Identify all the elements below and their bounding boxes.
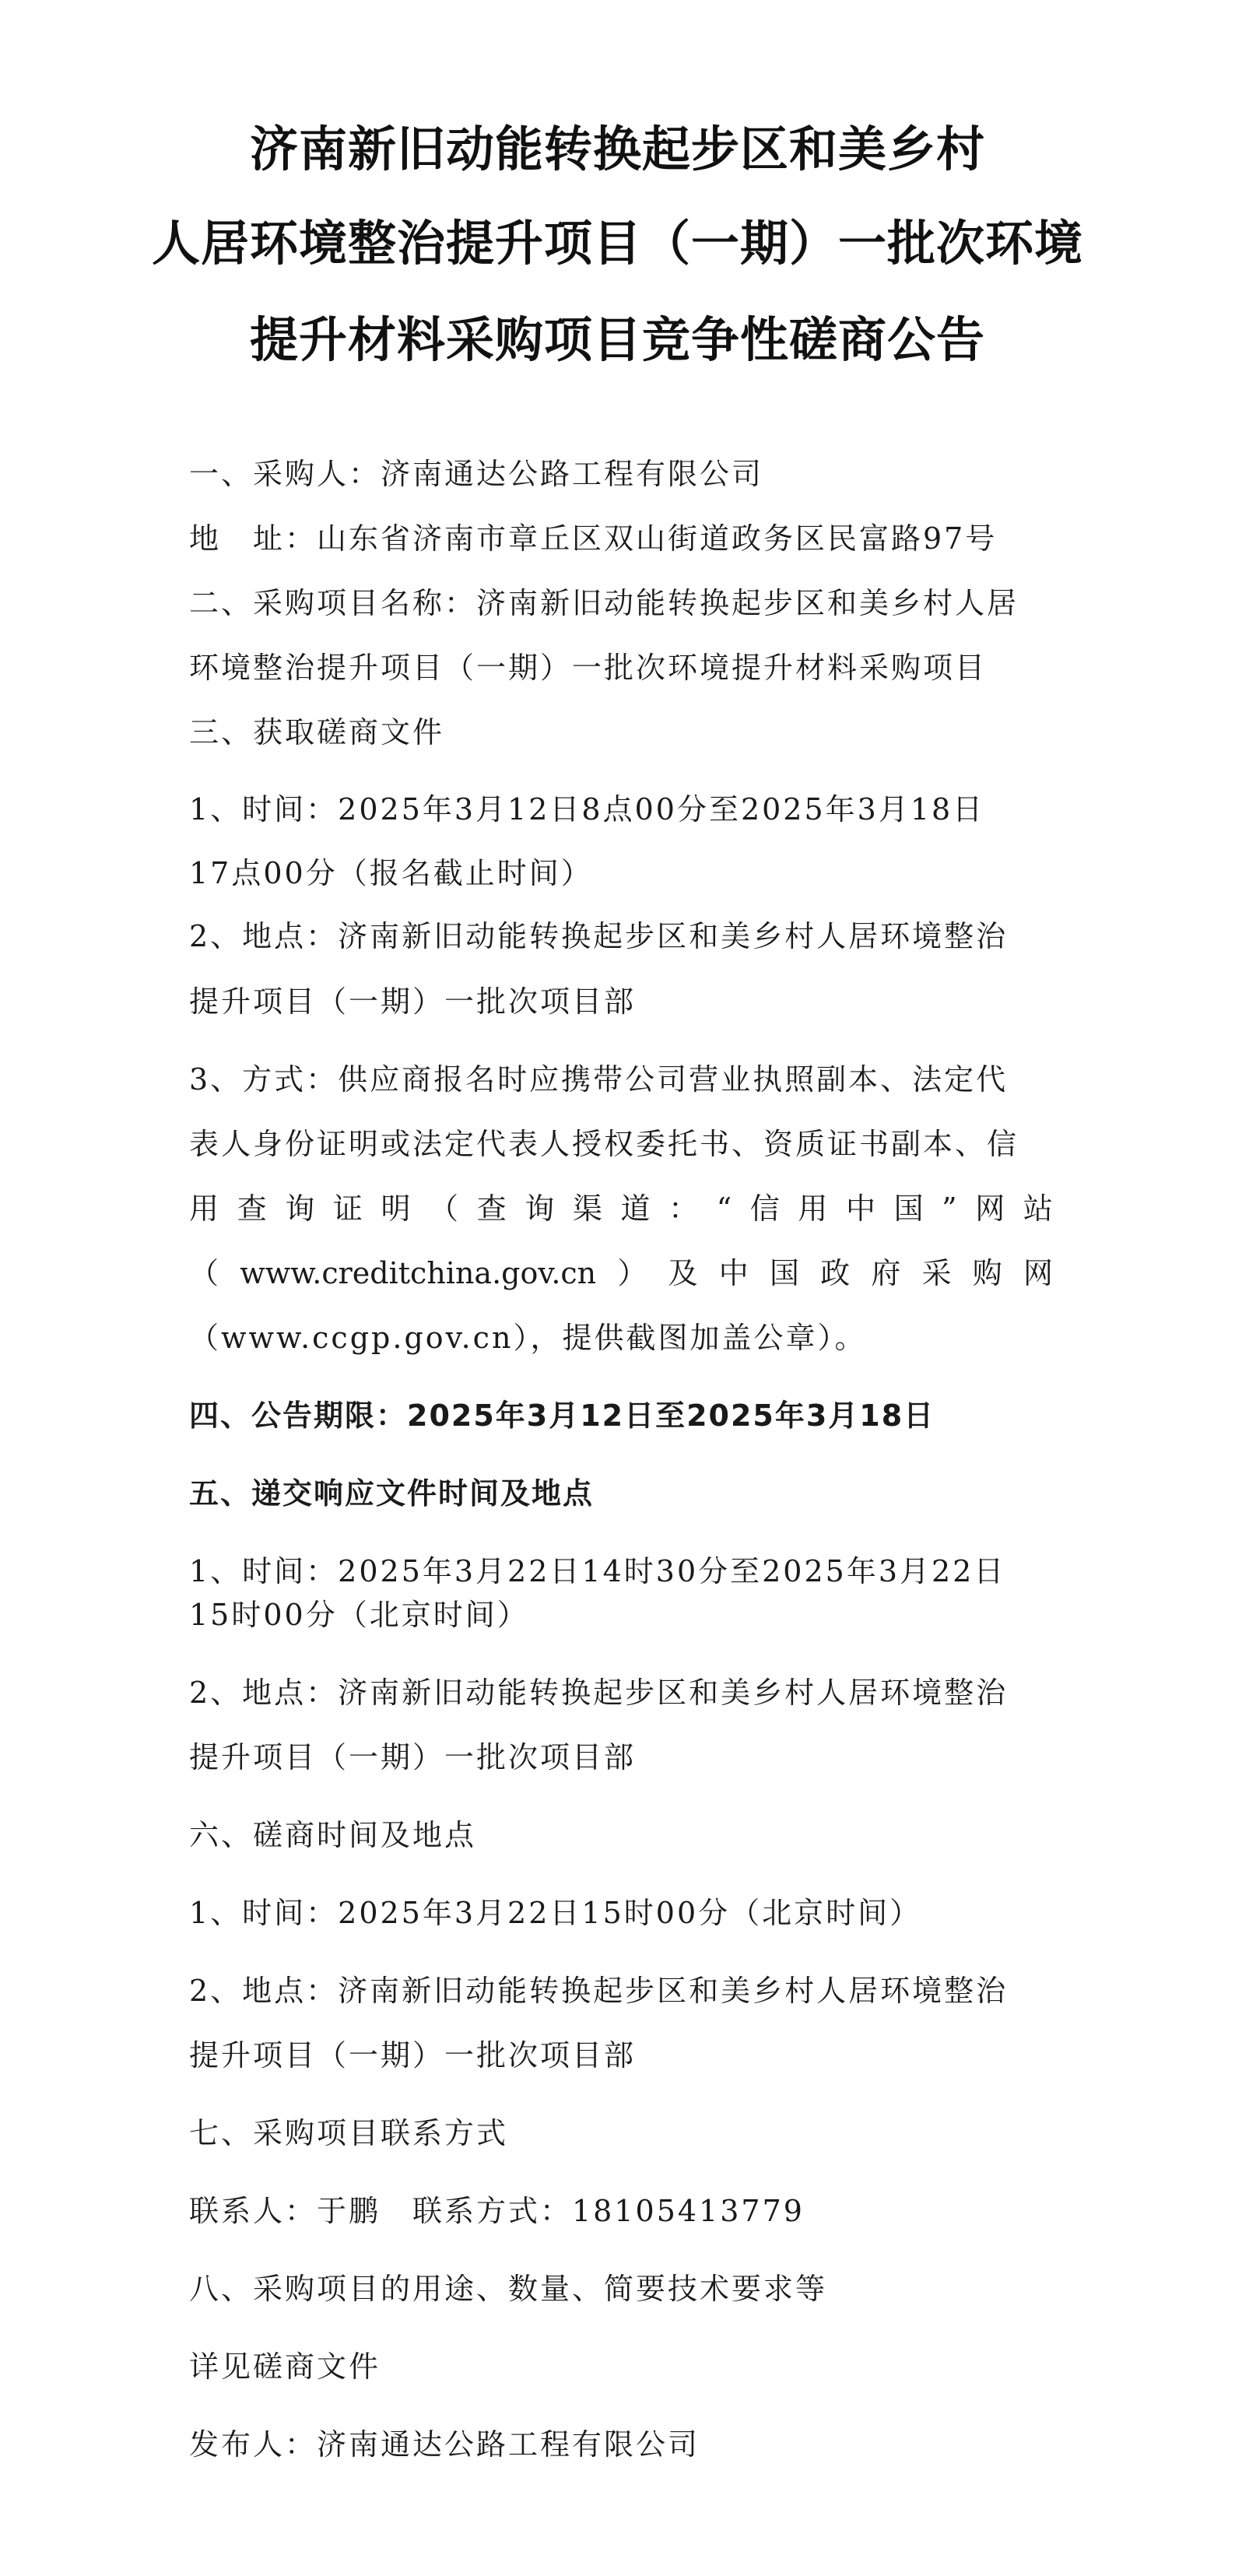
text-token: 用	[798, 1191, 828, 1226]
text-token: 明	[381, 1191, 411, 1226]
section-3-heading: 三、获取磋商文件	[189, 715, 445, 749]
negotiation-place-line-2: 提升项目（一期）一批次项目部	[189, 2038, 637, 2072]
publisher-line: 发布人：济南通达公路工程有限公司	[189, 2427, 700, 2462]
text-token: 国	[769, 1256, 799, 1290]
text-token: 政	[820, 1256, 851, 1290]
text-token: www.creditchina.gov.cn	[240, 1256, 597, 1290]
doc-method-line-1: 3、方式：供应商报名时应携带公司营业执照副本、法定代	[189, 1062, 1009, 1097]
project-name-line-2: 环境整治提升项目（一期）一批次环境提升材料采购项目	[189, 651, 988, 685]
text-token: 采	[921, 1256, 952, 1290]
text-token: 网	[975, 1191, 1005, 1226]
text-token: ：	[668, 1191, 699, 1226]
text-token: 网	[1023, 1256, 1053, 1290]
text-token: 中	[845, 1191, 875, 1226]
project-name-line-1: 二、采购项目名称：济南新旧动能转换起步区和美乡村人居	[189, 586, 1019, 620]
address-line: 地 址：山东省济南市章丘区双山街道政务区民富路97号	[189, 521, 998, 556]
section-7-heading: 七、采购项目联系方式	[189, 2116, 509, 2150]
doc-method-line-2: 表人身份证明或法定代表人授权委托书、资质证书副本、信	[189, 1127, 1019, 1161]
text-token: 用	[189, 1191, 219, 1226]
document-title-line-1: 济南新旧动能转换起步区和美乡村	[249, 121, 985, 177]
text-token: 道	[620, 1191, 651, 1226]
text-token: ）	[617, 1256, 647, 1290]
text-token: （	[429, 1191, 459, 1226]
doc-method-line-5: （www.ccgp.gov.cn），提供截图加盖公章）。	[189, 1321, 867, 1355]
text-token: 国	[893, 1191, 924, 1226]
text-token: 渠	[572, 1191, 602, 1226]
text-token: ”	[942, 1191, 957, 1226]
doc-place-line-2: 提升项目（一期）一批次项目部	[189, 984, 637, 1019]
negotiation-time-line: 1、时间：2025年3月22日15时00分（北京时间）	[189, 1896, 922, 1930]
text-token: “	[716, 1191, 732, 1226]
text-token: 查	[476, 1191, 507, 1226]
submit-place-line-1: 2、地点：济南新旧动能转换起步区和美乡村人居环境整治	[189, 1676, 1009, 1710]
text-token: 府	[871, 1256, 901, 1290]
text-token: 询	[525, 1191, 555, 1226]
text-token: 证	[332, 1191, 363, 1226]
details-line: 详见磋商文件	[189, 2350, 381, 2384]
text-token: 查	[237, 1191, 267, 1226]
doc-method-line-3	[189, 1191, 1053, 1226]
notice-period-line: 四、公告期限：2025年3月12日至2025年3月18日	[189, 1399, 935, 1433]
doc-time-line-1: 1、时间：2025年3月12日8点00分至2025年3月18日	[189, 792, 985, 826]
text-token: 及	[668, 1256, 698, 1290]
text-token: 购	[972, 1256, 1002, 1290]
text-token: 站	[1023, 1191, 1053, 1226]
text-token: （	[189, 1256, 219, 1290]
section-6-heading: 六、磋商时间及地点	[189, 1818, 477, 1852]
submit-time-line-2: 15时00分（北京时间）	[189, 1598, 529, 1632]
submit-time-line-1: 1、时间：2025年3月22日14时30分至2025年3月22日	[189, 1554, 1006, 1588]
doc-time-line-2: 17点00分（报名截止时间）	[189, 856, 593, 890]
doc-place-line-1: 2、地点：济南新旧动能转换起步区和美乡村人居环境整治	[189, 919, 1009, 953]
text-token: 信	[749, 1191, 780, 1226]
submit-place-line-2: 提升项目（一期）一批次项目部	[189, 1740, 637, 1774]
doc-method-line-4	[189, 1256, 1053, 1290]
contact-line: 联系人：于鹏 联系方式：18105413779	[189, 2194, 805, 2228]
document-title-line-2: 人居环境整治提升项目（一期）一批次环境	[151, 215, 1083, 272]
section-8-heading: 八、采购项目的用途、数量、简要技术要求等	[189, 2272, 828, 2306]
negotiation-place-line-1: 2、地点：济南新旧动能转换起步区和美乡村人居环境整治	[189, 1974, 1009, 2008]
text-token: 询	[285, 1191, 315, 1226]
purchaser-line: 一、采购人：济南通达公路工程有限公司	[189, 457, 764, 491]
text-token: 中	[718, 1256, 749, 1290]
document-title-line-3: 提升材料采购项目竞争性磋商公告	[249, 311, 985, 368]
section-5-heading: 五、递交响应文件时间及地点	[189, 1476, 595, 1511]
